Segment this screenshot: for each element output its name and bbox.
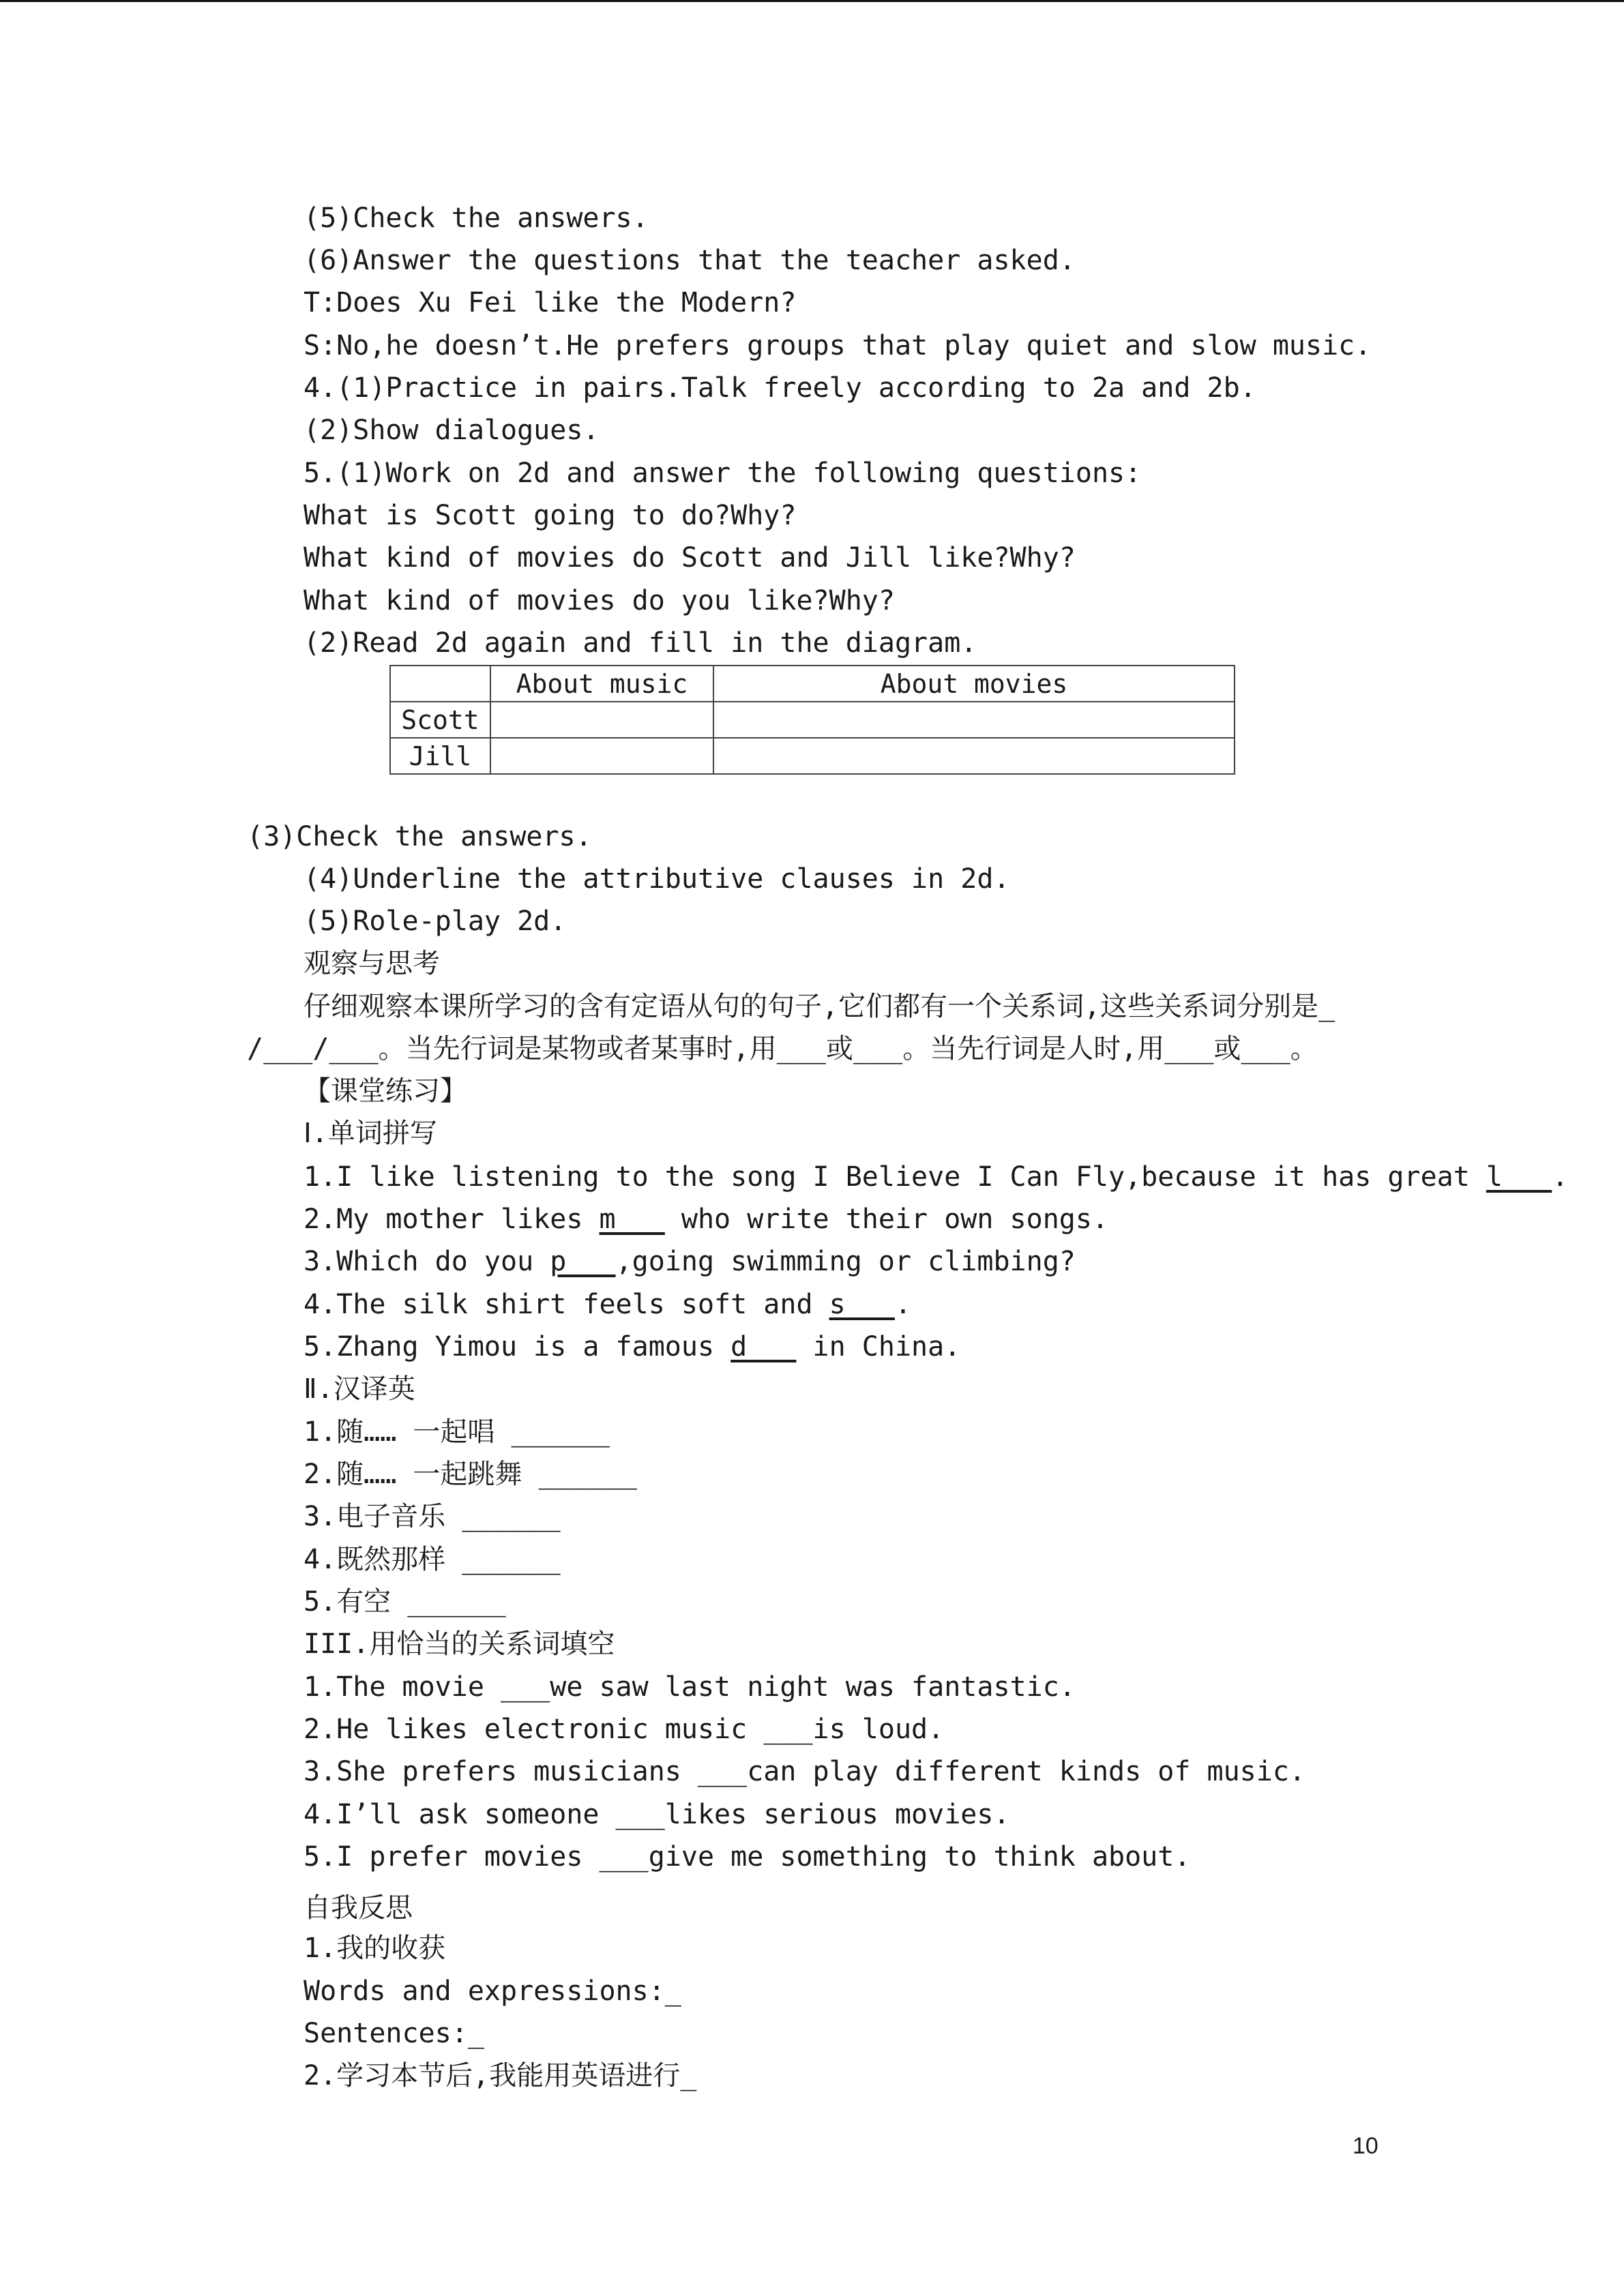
diagram-row-label: Scott — [390, 702, 490, 738]
line-show-dialogues: (2)Show dialogues. — [304, 415, 600, 446]
section1-title: Ⅰ.单词拼写 — [304, 1118, 437, 1149]
reflection-words: Words and expressions:_ — [304, 1976, 681, 2007]
practice-title: 【课堂练习】 — [304, 1075, 467, 1107]
line-read-2d-again: (2)Read 2d again and fill in the diagram. — [304, 627, 977, 659]
line-student-answer: S:No,he doesn’t.He prefers groups that play quiet and slow music. — [304, 330, 1372, 361]
item-text: . — [894, 1289, 912, 1320]
section3-title: III.用恰当的关系词填空 — [304, 1628, 615, 1660]
item-text: in China. — [796, 1331, 961, 1362]
section3-item-1: 1.The movie ___we saw last night was fantastic. — [304, 1671, 1076, 1703]
section2-item-2: 2.随…… 一起跳舞 ______ — [304, 1459, 637, 1490]
reflection-sentences: Sentences:_ — [304, 2018, 484, 2049]
item-text: 1.I like listening to the song I Believe I Can Fly,because it has great — [304, 1161, 1486, 1193]
line-underline-clauses: (4)Underline the attributive clauses in 2d. — [304, 863, 1010, 895]
section2-item-1: 1.随…… 一起唱 ______ — [304, 1416, 610, 1448]
observe-title: 观察与思考 — [304, 948, 440, 979]
reflection-after: 2.学习本节后,我能用英语进行_ — [304, 2060, 697, 2091]
item-blank: d___ — [730, 1331, 797, 1362]
top-border-line — [0, 0, 1624, 2]
line-question-scott: What is Scott going to do?Why? — [304, 500, 797, 531]
section3-item-2: 2.He likes electronic music ___is loud. — [304, 1714, 945, 1745]
diagram-cell — [490, 702, 713, 738]
line-question-movies: What kind of movies do Scott and Jill like?Why? — [304, 542, 1076, 573]
section2-title: Ⅱ.汉译英 — [304, 1373, 415, 1405]
line-role-play: (5)Role-play 2d. — [304, 906, 567, 937]
item-blank: s___ — [829, 1289, 895, 1320]
section1-item-4 — [304, 1288, 911, 1321]
line-check-answers-3: (3)Check the answers. — [247, 821, 592, 852]
item-text: who write their own songs. — [664, 1204, 1109, 1235]
line-check-answers-5: (5)Check the answers. — [304, 203, 649, 234]
section2-item-3: 3.电子音乐 ______ — [304, 1501, 561, 1532]
section1-item-2 — [304, 1203, 1108, 1236]
observe-line-1: 仔细观察本课所学习的含有定语从句的句子,它们都有一个关系词,这些关系词分别是_ — [304, 991, 1335, 1022]
diagram-row-label: Jill — [390, 738, 490, 774]
reflection-gain: 1.我的收获 — [304, 1933, 446, 1964]
item-text: 3.Which do you — [304, 1246, 550, 1277]
diagram-header-cell: About music — [490, 666, 713, 702]
line-teacher-question: T:Does Xu Fei like the Modern? — [304, 287, 797, 318]
diagram-row-scott — [390, 702, 1235, 738]
item-blank: m___ — [599, 1204, 665, 1235]
diagram-cell — [713, 702, 1235, 738]
section2-item-4: 4.既然那样 ______ — [304, 1544, 561, 1575]
item-blank: l___ — [1486, 1161, 1552, 1193]
item-text: 2.My mother likes — [304, 1204, 600, 1235]
diagram-header-cell — [390, 666, 490, 702]
line-work-on-2d: 5.(1)Work on 2d and answer the following questions: — [304, 458, 1142, 489]
reflection-title: 自我反思 — [304, 1892, 413, 1924]
section3-item-3: 3.She prefers musicians ___can play different kinds of music. — [304, 1756, 1306, 1787]
section3-item-4: 4.I’ll ask someone ___likes serious movies. — [304, 1799, 1010, 1830]
line-answer-questions: (6)Answer the questions that the teacher asked. — [304, 245, 1076, 276]
section1-item-1 — [304, 1161, 1568, 1193]
item-text: 5.Zhang Yimou is a famous — [304, 1331, 731, 1362]
diagram-table — [389, 665, 1235, 775]
section3-item-5: 5.I prefer movies ___give me something to think about. — [304, 1841, 1191, 1873]
item-text: ,going swimming or climbing? — [615, 1246, 1076, 1277]
page-number: 10 — [1353, 2133, 1378, 2159]
item-blank: p___ — [550, 1246, 616, 1277]
diagram-header-cell: About movies — [713, 666, 1235, 702]
section1-item-3 — [304, 1245, 1076, 1278]
observe-line-2: /___/___。当先行词是某物或者某事时,用___或___。当先行词是人时,用___或___。 — [247, 1033, 1318, 1064]
item-text: . — [1552, 1161, 1569, 1193]
diagram-cell — [490, 738, 713, 774]
diagram-row-jill — [390, 738, 1235, 774]
item-text: 4.The silk shirt feels soft and — [304, 1289, 829, 1320]
diagram-header-row — [390, 666, 1235, 702]
diagram-cell — [713, 738, 1235, 774]
section2-item-5: 5.有空 ______ — [304, 1586, 506, 1617]
line-practice-pairs: 4.(1)Practice in pairs.Talk freely according to 2a and 2b. — [304, 372, 1256, 404]
section1-item-5 — [304, 1330, 960, 1363]
line-question-you: What kind of movies do you like?Why? — [304, 585, 895, 616]
